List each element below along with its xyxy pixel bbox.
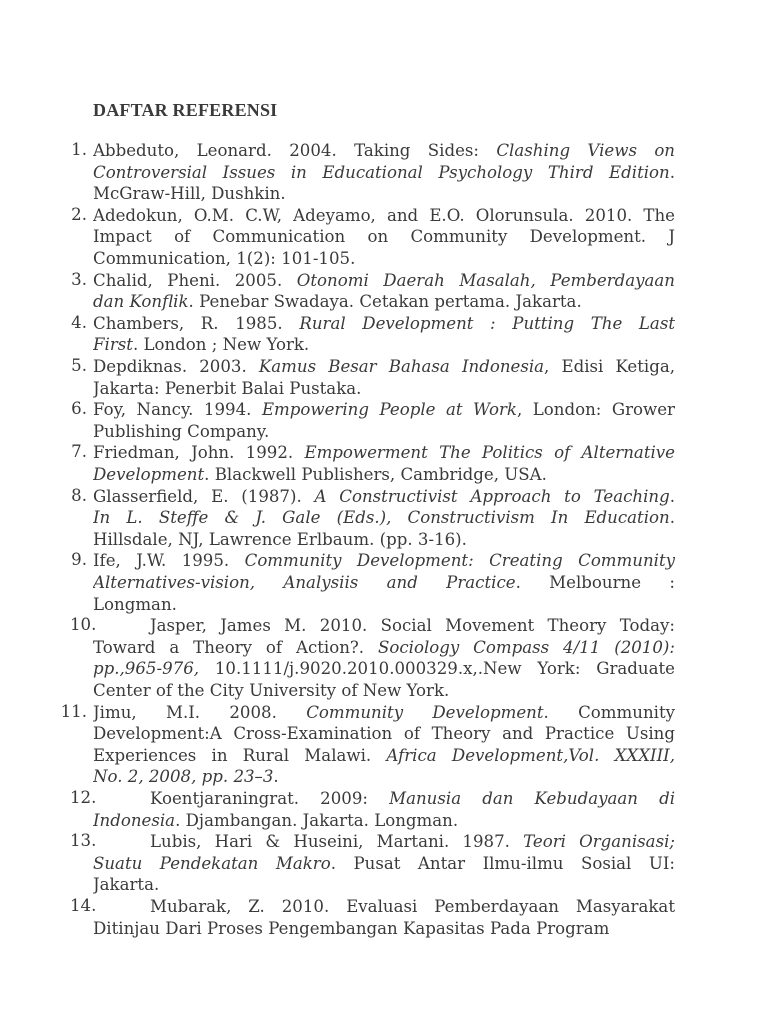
text-segment: Ditinjau Dari Proses Pengembangan Kapasitas Pada Program (93, 918, 610, 938)
text-segment: . Blackwell Publishers, Cambridge, USA. (204, 464, 547, 484)
text-segment: Longman. (93, 594, 177, 614)
reference-line (93, 183, 675, 205)
reference-number: 11. (60, 701, 87, 721)
reference-line (93, 378, 675, 400)
italic-text: Indonesia (93, 810, 176, 830)
text-segment: . Pusat Antar Ilmu-ilmu Sosial UI: (330, 853, 675, 873)
reference-line (93, 896, 675, 918)
text-segment: . Community (543, 702, 675, 722)
text-segment: Center of the City University of New York. (93, 680, 450, 700)
text-segment: Adedokun, O.M. C.W, Adeyamo, and E.O. Olorunsula. 2010. The (93, 205, 675, 225)
text-segment: . (669, 508, 675, 528)
text-segment: Depdiknas. 2003. (93, 357, 259, 376)
reference-line (93, 637, 675, 659)
italic-text: Africa Development,Vol. XXXIII, (386, 745, 675, 765)
reference-line (93, 918, 675, 940)
reference-line (93, 313, 675, 335)
text-segment: Glasserfield, E. (1987). (93, 486, 315, 506)
italic-text: Suatu Pendekatan Makro (93, 853, 331, 873)
reference-number: 6. (71, 399, 87, 419)
italic-text: Otonomi Daerah Masalah, Pemberdayaan (296, 270, 675, 290)
reference-number: 12. (70, 788, 97, 807)
reference-line (93, 788, 675, 810)
reference-line (93, 615, 675, 637)
italic-text: Clashing Views on (496, 141, 675, 160)
text-segment: Koentjaraningrat. 2009: (150, 789, 390, 808)
reference-line (93, 399, 675, 421)
reference-number: 14. (70, 896, 97, 915)
reference-line (93, 853, 675, 875)
reference-number: 7. (71, 442, 87, 462)
italic-text: Rural Development : Putting The Last (299, 313, 675, 333)
italic-text: Community Development: Creating Community (244, 551, 675, 571)
text-segment: McGraw-Hill, Dushkin. (93, 184, 286, 204)
reference-line (93, 723, 675, 745)
text-segment: Friedman, John. 1992. (93, 443, 305, 463)
reference-line (93, 572, 675, 594)
reference-line (93, 507, 675, 529)
reference-line (93, 550, 675, 572)
reference-number: 5. (71, 356, 87, 375)
text-segment: Impact of Communication on Community Development. J (93, 227, 675, 247)
reference-line (93, 140, 675, 162)
text-segment: Lubis, Hari & Huseini, Martani. 1987. (150, 832, 524, 852)
italic-text: Alternatives-vision, Analysiis and Practice (93, 572, 516, 592)
italic-text: In L. Steffe & J. Gale (Eds.), Constructivism In Education (93, 508, 670, 528)
text-segment: Chambers, R. 1985. (93, 313, 300, 333)
reference-line (93, 658, 675, 680)
reference-number: 2. (71, 204, 87, 224)
text-segment: Experiences in Rural Malawi. (93, 745, 387, 765)
reference-number: 13. (70, 831, 97, 851)
reference-line (93, 874, 675, 896)
reference-line (93, 766, 675, 788)
page-title: DAFTAR REFERENSI (93, 100, 278, 120)
italic-text: No. 2, 2008, pp. 23–3 (93, 767, 274, 787)
italic-text: dan Konflik (93, 292, 189, 312)
reference-line (93, 529, 675, 551)
italic-text: Sociology Compass 4/11 (2010): (378, 637, 675, 657)
text-segment: Mubarak, Z. 2010. Evaluasi Pemberdayaan Masyarakat (150, 897, 675, 916)
reference-line (93, 594, 675, 616)
italic-text: Manusia dan Kebudayaan di (389, 789, 675, 808)
text-segment: Jakarta: Penerbit Balai Pustaka. (93, 378, 362, 398)
text-segment: . London ; New York. (132, 335, 310, 355)
text-segment: 10.1111/j.9020.2010.000329.x,.New York: Graduate (199, 659, 675, 679)
text-segment: . Melbourne : (515, 572, 675, 592)
text-segment: Chalid, Pheni. 2005. (93, 270, 297, 290)
reference-number: 1. (71, 140, 87, 159)
reference-number: 3. (71, 269, 87, 289)
reference-line (93, 421, 675, 443)
italic-text: Teori Organisasi; (523, 832, 675, 852)
reference-line (93, 162, 675, 184)
text-segment: Publishing Company. (93, 421, 270, 441)
italic-text: A Constructivist Approach to Teaching (314, 486, 670, 506)
italic-text: Kamus Besar Bahasa Indonesia (258, 357, 545, 376)
text-segment: Toward a Theory of Action?. (93, 637, 378, 657)
reference-line (93, 831, 675, 853)
text-segment: , Edisi Ketiga, (544, 357, 675, 376)
text-segment: . (273, 767, 279, 787)
text-segment: Jimu, M.I. 2008. (93, 702, 307, 722)
text-segment: Jakarta. (93, 875, 160, 895)
reference-number: 8. (71, 485, 87, 505)
reference-line (93, 464, 675, 486)
text-segment: . Djambangan. Jakarta. Longman. (175, 810, 459, 830)
text-segment: . Penebar Swadaya. Cetakan pertama. Jakarta. (188, 292, 582, 312)
reference-line (93, 248, 675, 270)
text-segment: Communication, 1(2): 101-105. (93, 248, 356, 268)
reference-number: 10. (70, 615, 97, 635)
italic-text: Development (93, 464, 205, 484)
text-segment: . (669, 486, 675, 506)
reference-line (93, 226, 675, 248)
italic-text: Controversial Issues in Educational Psychology Third Edition (93, 162, 670, 182)
italic-text: First (93, 335, 133, 355)
reference-number: 9. (71, 550, 87, 570)
reference-line (93, 270, 675, 292)
reference-line (93, 486, 675, 508)
text-segment: Hillsdale, NJ, Lawrence Erlbaum. (pp. 3-16). (93, 529, 467, 549)
text-segment: Abbeduto, Leonard. 2004. Taking Sides: (93, 141, 497, 160)
reference-line (93, 442, 675, 464)
reference-line (93, 205, 675, 227)
italic-text: Community Development (306, 702, 544, 722)
reference-line (93, 356, 675, 378)
text-segment: Development:A Cross-Examination of Theory and Practice Using (93, 724, 675, 744)
italic-text: Empowerment The Politics of Alternative (304, 443, 675, 463)
italic-text: Empowering People at Work (261, 400, 517, 420)
text-segment: . (669, 162, 675, 182)
reference-line (93, 810, 675, 832)
text-segment: Jasper, James M. 2010. Social Movement Theory Today: (150, 616, 675, 636)
reference-line (93, 291, 675, 313)
reference-line (93, 702, 675, 724)
text-segment: Ife, J.W. 1995. (93, 551, 245, 571)
reference-line (93, 334, 675, 356)
reference-line (93, 680, 675, 702)
italic-text: pp.,965-976, (93, 659, 200, 679)
text-segment: Foy, Nancy. 1994. (93, 400, 262, 420)
text-segment: , London: Grower (516, 400, 675, 420)
reference-number: 4. (71, 312, 87, 332)
reference-line (93, 745, 675, 767)
